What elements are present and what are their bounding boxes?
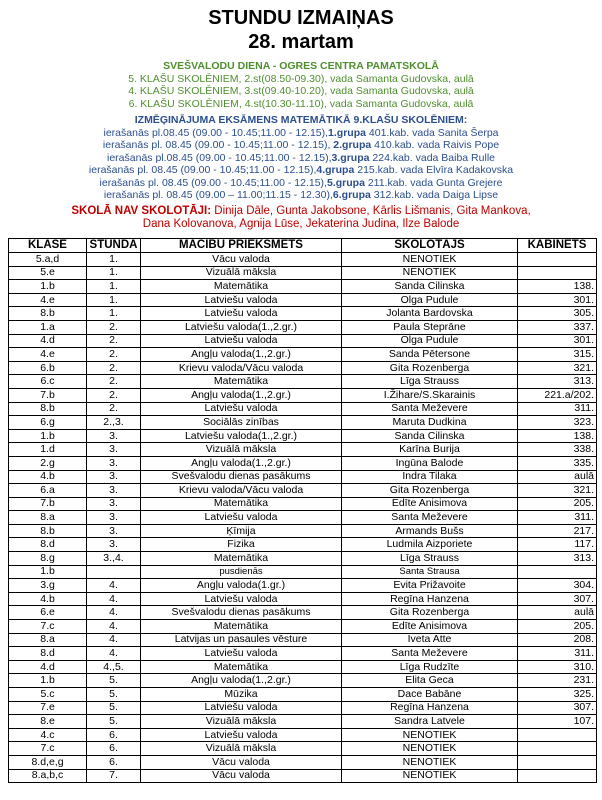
cell-klase: 1.d bbox=[9, 443, 87, 457]
cell-stunda: 4. bbox=[87, 606, 141, 620]
cell-stunda bbox=[87, 565, 141, 579]
languages-day-section bbox=[0, 60, 602, 110]
cell-klase: 1.b bbox=[9, 429, 87, 443]
table-row bbox=[9, 280, 597, 294]
cell-kabinets: 335. bbox=[518, 456, 597, 470]
cell-skolotajs: Līga Strauss bbox=[342, 552, 518, 566]
exam-line: ierašanās pl.08.45 (09.00 - 10.45;11.00 - 12.15),1.grupa 401.kab. vada Sanita Šerpa bbox=[103, 126, 499, 139]
cell-skolotajs: Dace Babāne bbox=[342, 688, 518, 702]
cell-stunda: 3. bbox=[87, 511, 141, 525]
cell-stunda: 4. bbox=[87, 647, 141, 661]
cell-prieksmets: Latviešu valoda bbox=[141, 728, 342, 742]
cell-klase: 8.a bbox=[9, 633, 87, 647]
table-row bbox=[9, 674, 597, 688]
table-row bbox=[9, 755, 597, 769]
absent-names: Dinija Dāle, Gunta Jakobsone, Kārlis Lišmanis, Gita Mankova, bbox=[211, 204, 531, 217]
cell-stunda: 3. bbox=[87, 538, 141, 552]
exam-heading: IZMĒĢINĀJUMA EKSĀMENS MATEMĀTIKĀ 9.KLAŠU SKOLĒNIEM: bbox=[134, 114, 468, 126]
cell-kabinets: 307. bbox=[518, 592, 597, 606]
cell-klase: 1.b bbox=[9, 280, 87, 294]
cell-skolotajs: Regīna Hanzena bbox=[342, 592, 518, 606]
cell-prieksmets: Angļu valoda(1.,2.gr.) bbox=[141, 388, 342, 402]
cell-stunda: 6. bbox=[87, 742, 141, 756]
cell-kabinets bbox=[518, 755, 597, 769]
cell-kabinets: 307. bbox=[518, 701, 597, 715]
cell-stunda: 3. bbox=[87, 497, 141, 511]
table-row bbox=[9, 388, 597, 402]
table-row bbox=[9, 402, 597, 416]
cell-klase: 6.g bbox=[9, 416, 87, 430]
table-row bbox=[9, 307, 597, 321]
cell-stunda: 4. bbox=[87, 620, 141, 634]
table-row bbox=[9, 742, 597, 756]
table-row bbox=[9, 538, 597, 552]
cell-skolotajs: Jolanta Bardovska bbox=[342, 307, 518, 321]
cell-skolotajs: Indra Tilaka bbox=[342, 470, 518, 484]
cell-stunda: 6. bbox=[87, 728, 141, 742]
cell-klase: 7.b bbox=[9, 497, 87, 511]
cell-prieksmets: Vācu valoda bbox=[141, 253, 342, 267]
cell-klase: 6.e bbox=[9, 606, 87, 620]
cell-skolotajs: NENOTIEK bbox=[342, 253, 518, 267]
languages-day-line: 6. KLAŠU SKOLĒNIEM, 4.st(10.30-11.10), vada Samanta Gudovska, aulā bbox=[128, 97, 474, 110]
table-row bbox=[9, 579, 597, 593]
cell-klase: 3.g bbox=[9, 579, 87, 593]
cell-skolotajs: Sanda Cilinska bbox=[342, 429, 518, 443]
cell-skolotajs: Santa Meževere bbox=[342, 402, 518, 416]
cell-skolotajs: Sanda Pētersone bbox=[342, 348, 518, 362]
cell-klase: 8.b bbox=[9, 307, 87, 321]
cell-stunda: 4. bbox=[87, 579, 141, 593]
cell-klase: 4.b bbox=[9, 592, 87, 606]
cell-skolotajs: Ingūna Balode bbox=[342, 456, 518, 470]
cell-kabinets: aulā bbox=[518, 470, 597, 484]
cell-kabinets: 313. bbox=[518, 552, 597, 566]
cell-stunda: 7. bbox=[87, 769, 141, 783]
cell-stunda: 1. bbox=[87, 307, 141, 321]
exam-line: ierašanās pl. 08.45 (09.00 - 10.45;11.00 - 12.15), 2.grupa 410.kab. vada Raivis Pope bbox=[102, 139, 500, 151]
cell-klase: 1.b bbox=[9, 565, 87, 579]
cell-stunda: 3.,4. bbox=[87, 552, 141, 566]
cell-kabinets: 305. bbox=[518, 307, 597, 321]
cell-kabinets bbox=[518, 742, 597, 756]
cell-skolotajs: Gita Rozenberga bbox=[342, 606, 518, 620]
table-row bbox=[9, 565, 597, 579]
cell-kabinets: aulā bbox=[518, 606, 597, 620]
table-row bbox=[9, 484, 597, 498]
cell-stunda: 5. bbox=[87, 701, 141, 715]
cell-klase: 4.e bbox=[9, 348, 87, 362]
cell-kabinets: 208. bbox=[518, 633, 597, 647]
cell-stunda: 1. bbox=[87, 293, 141, 307]
table-row bbox=[9, 470, 597, 484]
cell-klase: 8.d bbox=[9, 647, 87, 661]
table-row bbox=[9, 443, 597, 457]
cell-prieksmets: Vizuālā māksla bbox=[141, 715, 342, 729]
cell-kabinets: 323. bbox=[518, 416, 597, 430]
cell-klase: 1.b bbox=[9, 674, 87, 688]
cell-prieksmets: Angļu valoda(1.,2.gr.) bbox=[141, 456, 342, 470]
cell-stunda: 1. bbox=[87, 280, 141, 294]
table-row bbox=[9, 497, 597, 511]
cell-stunda: 2. bbox=[87, 388, 141, 402]
cell-klase: 7.e bbox=[9, 701, 87, 715]
cell-skolotajs: Edīte Anisimova bbox=[342, 620, 518, 634]
cell-klase: 4.d bbox=[9, 334, 87, 348]
cell-klase: 7.b bbox=[9, 388, 87, 402]
cell-stunda: 4. bbox=[87, 633, 141, 647]
cell-skolotajs: Olga Pudule bbox=[342, 293, 518, 307]
cell-stunda: 4.,5. bbox=[87, 660, 141, 674]
cell-skolotajs: Elita Geca bbox=[342, 674, 518, 688]
cell-kabinets: 138. bbox=[518, 280, 597, 294]
table-row bbox=[9, 416, 597, 430]
cell-prieksmets: Matemātika bbox=[141, 552, 342, 566]
cell-klase: 8.a,b,c bbox=[9, 769, 87, 783]
table-row bbox=[9, 456, 597, 470]
cell-skolotajs: Olga Pudule bbox=[342, 334, 518, 348]
table-row bbox=[9, 348, 597, 362]
cell-kabinets: 138. bbox=[518, 429, 597, 443]
absent-label: SKOLĀ NAV SKOLOTĀJI: bbox=[71, 204, 212, 217]
cell-prieksmets: Matemātika bbox=[141, 660, 342, 674]
cell-klase: 8.g bbox=[9, 552, 87, 566]
cell-prieksmets: Latviešu valoda bbox=[141, 511, 342, 525]
cell-klase: 8.e bbox=[9, 715, 87, 729]
page-title: STUNDU IZMAIŅAS bbox=[208, 7, 394, 29]
header-stunda: STUNDA bbox=[87, 239, 141, 253]
cell-stunda: 5. bbox=[87, 715, 141, 729]
cell-klase: 7.c bbox=[9, 620, 87, 634]
cell-stunda: 3. bbox=[87, 484, 141, 498]
cell-klase: 8.d,e,g bbox=[9, 755, 87, 769]
table-row bbox=[9, 606, 597, 620]
cell-klase: 2.g bbox=[9, 456, 87, 470]
cell-stunda: 3. bbox=[87, 429, 141, 443]
table-row bbox=[9, 511, 597, 525]
cell-kabinets: 304. bbox=[518, 579, 597, 593]
exam-line: ierašanās pl. 08.45 (09.00 - 10.45;11.00 - 12.15),5.grupa 211.kab. vada Gunta Grejere bbox=[99, 176, 503, 189]
table-row bbox=[9, 253, 597, 267]
cell-kabinets: 205. bbox=[518, 620, 597, 634]
cell-klase: 8.d bbox=[9, 538, 87, 552]
cell-skolotajs: I.Žihare/S.Skarainis bbox=[342, 388, 518, 402]
cell-skolotajs: Santa Meževere bbox=[342, 647, 518, 661]
table-row bbox=[9, 592, 597, 606]
cell-kabinets: 337. bbox=[518, 320, 597, 334]
cell-prieksmets: Vizuālā māksla bbox=[141, 266, 342, 280]
table-row bbox=[9, 334, 597, 348]
header-skolotajs: SKOLOTĀJS bbox=[342, 239, 518, 253]
page-date: 28. martam bbox=[248, 31, 354, 53]
cell-klase: 4.b bbox=[9, 470, 87, 484]
cell-stunda: 2. bbox=[87, 334, 141, 348]
cell-prieksmets: Angļu valoda(1.gr.) bbox=[141, 579, 342, 593]
cell-kabinets: 313. bbox=[518, 375, 597, 389]
cell-skolotajs: Iveta Atte bbox=[342, 633, 518, 647]
table-row bbox=[9, 266, 597, 280]
cell-kabinets: 338. bbox=[518, 443, 597, 457]
table-row bbox=[9, 524, 597, 538]
cell-stunda: 2.,3. bbox=[87, 416, 141, 430]
cell-stunda: 1. bbox=[87, 266, 141, 280]
table-row bbox=[9, 429, 597, 443]
cell-prieksmets: Latviešu valoda bbox=[141, 293, 342, 307]
cell-kabinets: 107. bbox=[518, 715, 597, 729]
cell-kabinets: 301. bbox=[518, 334, 597, 348]
cell-skolotajs: NENOTIEK bbox=[342, 769, 518, 783]
languages-day-line: 4. KLAŠU SKOLĒNIEM, 3.st(09.40-10.20), vada Samanta Gudovska, aulā bbox=[128, 85, 474, 97]
cell-klase: 8.b bbox=[9, 524, 87, 538]
cell-klase: 5.a,d bbox=[9, 253, 87, 267]
cell-skolotajs: Armands Bušs bbox=[342, 524, 518, 538]
cell-stunda: 2. bbox=[87, 402, 141, 416]
table-header-row bbox=[9, 239, 597, 253]
cell-skolotajs: Santa Meževere bbox=[342, 511, 518, 525]
cell-stunda: 2. bbox=[87, 361, 141, 375]
header-prieksmets: MĀCĪBU PRIEKŠMETS bbox=[141, 239, 342, 253]
cell-prieksmets: Latviešu valoda bbox=[141, 647, 342, 661]
cell-kabinets bbox=[518, 728, 597, 742]
cell-skolotajs: NENOTIEK bbox=[342, 728, 518, 742]
cell-prieksmets: Vizuālā māksla bbox=[141, 742, 342, 756]
header-klase: KLASE bbox=[9, 239, 87, 253]
cell-prieksmets: Krievu valoda/Vācu valoda bbox=[141, 361, 342, 375]
exam-line: ierašanās pl. 08.45 (09.00 - 10.45;11.00 - 12.15),4.grupa 215.kab. vada Elvīra Kadakovska bbox=[88, 164, 514, 176]
cell-stunda: 5. bbox=[87, 688, 141, 702]
cell-skolotajs: Līga Rudzīte bbox=[342, 660, 518, 674]
cell-klase: 4.d bbox=[9, 660, 87, 674]
cell-prieksmets: Svešvalodu dienas pasākums bbox=[141, 470, 342, 484]
cell-stunda: 5. bbox=[87, 674, 141, 688]
cell-skolotajs: Edīte Anisimova bbox=[342, 497, 518, 511]
cell-klase: 4.c bbox=[9, 728, 87, 742]
cell-kabinets: 321. bbox=[518, 484, 597, 498]
cell-kabinets: 301. bbox=[518, 293, 597, 307]
cell-stunda: 3. bbox=[87, 470, 141, 484]
cell-skolotajs: Karīna Burija bbox=[342, 443, 518, 457]
header-kabinets: KABINETS bbox=[518, 239, 597, 253]
cell-prieksmets: Vācu valoda bbox=[141, 755, 342, 769]
cell-kabinets: 311. bbox=[518, 511, 597, 525]
cell-kabinets: 311. bbox=[518, 647, 597, 661]
cell-kabinets bbox=[518, 769, 597, 783]
cell-prieksmets: Krievu valoda/Vācu valoda bbox=[141, 484, 342, 498]
cell-klase: 6.a bbox=[9, 484, 87, 498]
cell-skolotajs: Santa Strausa bbox=[342, 565, 518, 579]
cell-klase: 8.b bbox=[9, 402, 87, 416]
table-row bbox=[9, 361, 597, 375]
table-row bbox=[9, 688, 597, 702]
cell-prieksmets: Latviešu valoda bbox=[141, 402, 342, 416]
cell-klase: 1.a bbox=[9, 320, 87, 334]
cell-klase: 4.e bbox=[9, 293, 87, 307]
cell-skolotajs: Sandra Latvele bbox=[342, 715, 518, 729]
cell-kabinets: 315. bbox=[518, 348, 597, 362]
cell-prieksmets: Mūzika bbox=[141, 688, 342, 702]
cell-stunda: 2. bbox=[87, 348, 141, 362]
cell-prieksmets: Svešvalodu dienas pasākums bbox=[141, 606, 342, 620]
table-row bbox=[9, 320, 597, 334]
table-row bbox=[9, 715, 597, 729]
cell-prieksmets: Fizika bbox=[141, 538, 342, 552]
cell-stunda: 6. bbox=[87, 755, 141, 769]
cell-kabinets: 325. bbox=[518, 688, 597, 702]
cell-skolotajs: Evita Prižavoite bbox=[342, 579, 518, 593]
cell-stunda: 2. bbox=[87, 375, 141, 389]
cell-kabinets: 217. bbox=[518, 524, 597, 538]
cell-klase: 5.c bbox=[9, 688, 87, 702]
cell-stunda: 3. bbox=[87, 443, 141, 457]
cell-kabinets bbox=[518, 253, 597, 267]
cell-kabinets: 311. bbox=[518, 402, 597, 416]
cell-prieksmets: Angļu valoda(1.,2.gr.) bbox=[141, 674, 342, 688]
cell-skolotajs: NENOTIEK bbox=[342, 266, 518, 280]
table-row bbox=[9, 769, 597, 783]
exam-line: ierašanās pl. 08.45 (09.00 – 11.00;11.15 - 12.30),6.grupa 312.kab. vada Daiga Lipse bbox=[103, 189, 499, 201]
cell-klase: 7.c bbox=[9, 742, 87, 756]
cell-klase: 8.a bbox=[9, 511, 87, 525]
cell-klase: 6.b bbox=[9, 361, 87, 375]
table-row bbox=[9, 293, 597, 307]
cell-stunda: 1. bbox=[87, 253, 141, 267]
cell-kabinets: 221.a/202. bbox=[518, 388, 597, 402]
table-row bbox=[9, 701, 597, 715]
cell-kabinets bbox=[518, 266, 597, 280]
cell-klase: 6.c bbox=[9, 375, 87, 389]
table-row bbox=[9, 728, 597, 742]
absent-names: Dana Kolovanova, Agnija Lūse, Jekaterina Judina, Ilze Balode bbox=[142, 217, 460, 230]
cell-kabinets: 231. bbox=[518, 674, 597, 688]
cell-skolotajs: NENOTIEK bbox=[342, 755, 518, 769]
cell-skolotajs: Ludmila Aizporiete bbox=[342, 538, 518, 552]
cell-prieksmets: Latviešu valoda bbox=[141, 701, 342, 715]
cell-prieksmets: Latviešu valoda bbox=[141, 307, 342, 321]
cell-klase: 5.e bbox=[9, 266, 87, 280]
schedule-rows bbox=[9, 253, 597, 783]
cell-prieksmets: Ķīmija bbox=[141, 524, 342, 538]
cell-skolotajs: Paula Steprāne bbox=[342, 320, 518, 334]
exam-section bbox=[0, 114, 602, 202]
cell-skolotajs: Sanda Cilinska bbox=[342, 280, 518, 294]
cell-skolotajs: Līga Strauss bbox=[342, 375, 518, 389]
languages-day-line: 5. KLAŠU SKOLĒNIEM, 2.st(08.50-09.30), vada Samanta Gudovska, aulā bbox=[128, 72, 474, 85]
cell-skolotajs: Gita Rozenberga bbox=[342, 361, 518, 375]
table-row bbox=[9, 647, 597, 661]
cell-skolotajs: NENOTIEK bbox=[342, 742, 518, 756]
cell-prieksmets: Vizuālā māksla bbox=[141, 443, 342, 457]
cell-prieksmets: Latvijas un pasaules vēsture bbox=[141, 633, 342, 647]
table-row bbox=[9, 620, 597, 634]
cell-prieksmets: Sociālās zinības bbox=[141, 416, 342, 430]
cell-prieksmets: Matemātika bbox=[141, 497, 342, 511]
cell-prieksmets: pusdienās bbox=[141, 565, 342, 579]
cell-skolotajs: Maruta Dudkina bbox=[342, 416, 518, 430]
cell-skolotajs: Gita Rozenberga bbox=[342, 484, 518, 498]
cell-skolotajs: Regīna Hanzena bbox=[342, 701, 518, 715]
languages-day-heading: SVEŠVALODU DIENA - OGRES CENTRA PAMATSKOLĀ bbox=[163, 60, 439, 72]
exam-line: ierašanās pl.08.45 (09.00 - 10.45;11.00 - 12.15),3.grupa 224.kab. vada Baiba Rulle bbox=[107, 151, 495, 164]
cell-kabinets bbox=[518, 565, 597, 579]
table-row bbox=[9, 660, 597, 674]
cell-prieksmets: Vācu valoda bbox=[141, 769, 342, 783]
cell-prieksmets: Matemātika bbox=[141, 280, 342, 294]
cell-kabinets: 321. bbox=[518, 361, 597, 375]
cell-stunda: 4. bbox=[87, 592, 141, 606]
cell-stunda: 2. bbox=[87, 320, 141, 334]
table-row bbox=[9, 375, 597, 389]
cell-stunda: 3. bbox=[87, 524, 141, 538]
cell-stunda: 3. bbox=[87, 456, 141, 470]
cell-kabinets: 205. bbox=[518, 497, 597, 511]
schedule-table bbox=[8, 238, 597, 783]
cell-prieksmets: Latviešu valoda(1.,2.gr.) bbox=[141, 429, 342, 443]
cell-prieksmets: Latviešu valoda(1.,2.gr.) bbox=[141, 320, 342, 334]
absent-teachers bbox=[0, 205, 602, 231]
cell-kabinets: 310. bbox=[518, 660, 597, 674]
cell-prieksmets: Angļu valoda(1.,2.gr.) bbox=[141, 348, 342, 362]
table-row bbox=[9, 633, 597, 647]
cell-prieksmets: Latviešu valoda bbox=[141, 592, 342, 606]
cell-prieksmets: Matemātika bbox=[141, 620, 342, 634]
cell-prieksmets: Latviešu valoda bbox=[141, 334, 342, 348]
cell-kabinets: 117. bbox=[518, 538, 597, 552]
table-row bbox=[9, 552, 597, 566]
cell-prieksmets: Matemātika bbox=[141, 375, 342, 389]
